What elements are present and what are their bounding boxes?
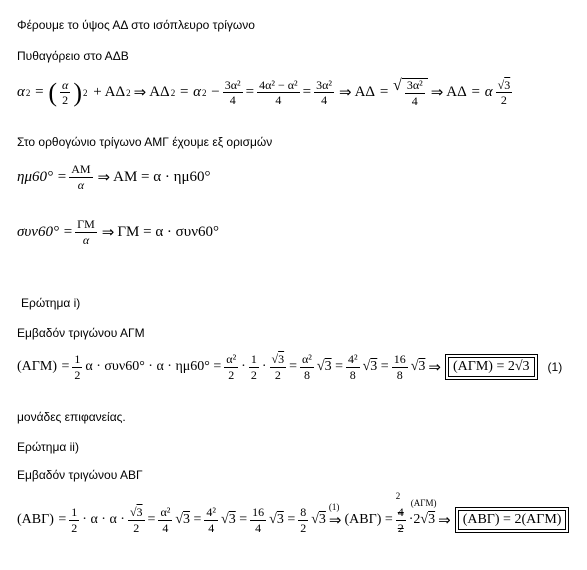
question-i-label: Ερώτημα i)	[21, 296, 81, 310]
units-line: μονάδες επιφανείας.	[17, 410, 126, 424]
question-ii-label: Ερώτημα ii)	[17, 440, 79, 454]
result-box-abg: (ΑΒΓ) = 2(ΑΓΜ)	[458, 510, 567, 530]
intro-line: Φέρουμε το ύψος ΑΔ στο ισόπλευρο τρίγωνο	[17, 18, 255, 32]
result-box-agm: (ΑΓΜ) = 2√3	[448, 357, 535, 377]
pythagoras-heading: Πυθαγόρειο στο ΑΔΒ	[17, 49, 129, 63]
equation-sine: ημ60° = $\frac{AM}{\alpha}$ ⇒ ΑΜ = α · ημ60°	[17, 162, 211, 192]
area-agm-heading: Εμβαδόν τριγώνου ΑΓΜ	[17, 326, 145, 340]
equation-tag: (1)	[547, 360, 563, 375]
equation-area-agm: (ΑΓΜ) = $\frac{1}{2}$ α · συν60° · α · ημ60° = $\frac{\text{α²}}{2}$ · $\frac{1}{2}$ · $\frac{√3}{2}$ = $\frac{\text{α²}}{8}$ √3 = $\frac{\text{4²}}{8}$ √3 = $\frac{16}{8}$ √3 ⇒ (ΑΓΜ) = 2√3 (1)	[17, 352, 563, 382]
right-triangle-heading: Στο ορθογώνιο τρίγωνο ΑΜΓ έχουμε εξ ορισμών	[17, 135, 273, 149]
area-abg-heading: Εμβαδόν τριγώνου ΑΒΓ	[17, 468, 143, 482]
equation-cosine: συν60° = $\frac{\Gamma M}{\alpha}$ ⇒ ΓΜ = α · συν60°	[17, 217, 219, 247]
equation-area-abg: (ΑΒΓ) = $\frac{1}{2}$ · α · α · $\frac{√3}{2}$ = $\frac{\text{α²}}{4}$ √3 = $\frac{\text{4²}}{4}$ √3 = $\frac{16}{4}$ √3 = $\frac{8}{2}$ √3 ⇒ (1) (ΑΒΓ) = 4 2 2 ·2√3 (ΑΓΜ) ⇒ (ΑΒΓ) = 2(ΑΓΜ)	[17, 506, 566, 534]
equation-pythagoras: α 2 = ( $\frac{\alpha}{2}$ ) 2 + ΑΔ 2 ⇒ ΑΔ 2 = α 2 − $\frac{\text{3α²}}{4}$ = $\frac{\text{4α² − α²}}{4}$ = $\frac{\text{3α²}}{4}$ ⇒ ΑΔ = √ $\frac{\text{3α²}}{4}$ ⇒ ΑΔ = α $\frac{√3}{2}$	[17, 77, 511, 108]
